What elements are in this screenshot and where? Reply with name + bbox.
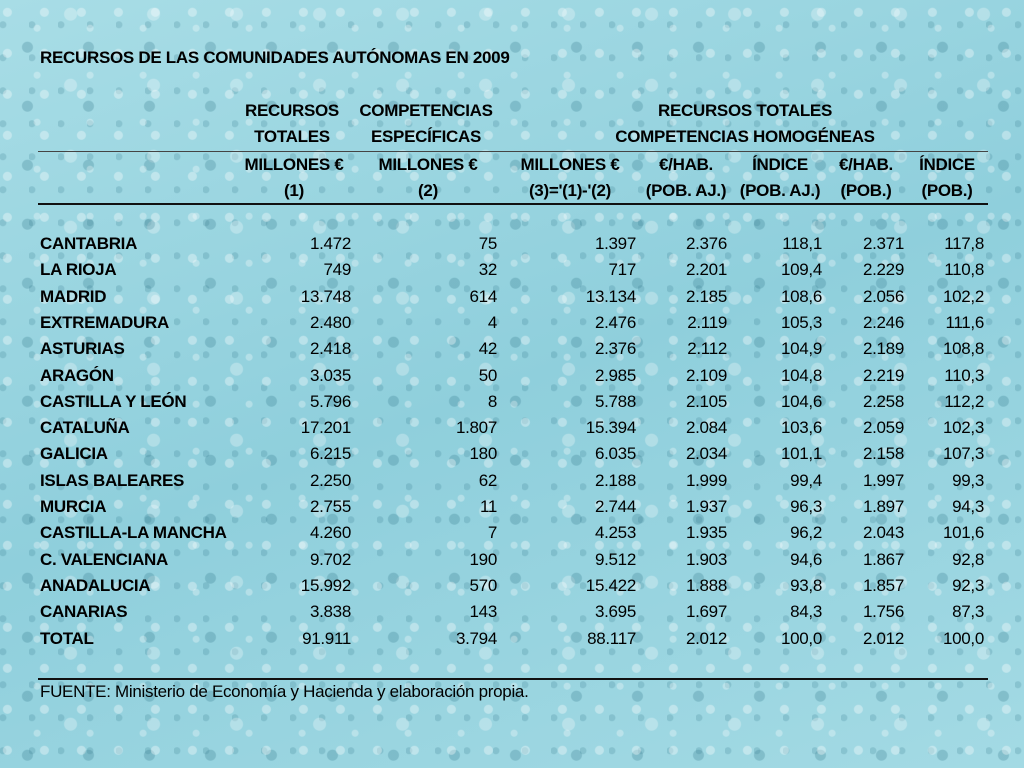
header-recursos-totales [232,98,352,150]
header-line: (1) [284,181,304,200]
cell-col-2: 1.807 [455,418,497,438]
cell-col-4: 1.697 [685,602,727,622]
cell-col-4: 2.119 [687,312,727,332]
subheader-col-4 [636,152,736,204]
cell-col-7: 107,3 [942,444,984,464]
header-line: TOTALES [254,127,330,146]
cell-col-3: 9.512 [594,549,636,569]
region-name: C. VALENCIANA [40,549,169,569]
region-name: ANADALUCIA [40,575,151,595]
cell-col-6: 2.012 [862,628,904,648]
cell-col-3: 2.476 [594,312,636,332]
header-line: COMPETENCIAS HOMOGÉNEAS [615,127,875,146]
region-name: CANARIAS [40,602,128,622]
cell-col-7: 110,3 [944,365,984,385]
cell-col-6: 2.056 [862,286,904,306]
cell-col-7: 94,3 [952,497,984,516]
source-note: FUENTE: Ministerio de Economía y Hacienda y elaboración propia. [40,682,529,701]
cell-col-5: 94,6 [790,549,822,569]
cell-col-5: 100,0 [780,628,822,648]
cell-col-6: 2.043 [862,523,904,543]
cell-col-4: 2.084 [685,418,727,438]
cell-col-4: 2.034 [685,444,727,464]
header-line: ÍNDICE [919,155,975,174]
cell-col-5: 105,3 [780,312,822,332]
cell-col-2: 42 [478,339,497,359]
cell-col-1: 2.480 [309,312,351,332]
header-line: €/HAB. [659,155,713,174]
cell-col-1: 3.035 [309,365,351,385]
cell-col-3: 15.394 [585,418,636,438]
subheader-col-6 [828,152,904,204]
cell-col-6: 1.756 [862,602,904,622]
cell-col-2: 614 [469,286,497,306]
cell-col-6: 2.229 [862,260,904,280]
cell-col-1: 91.911 [302,628,351,648]
cell-col-5: 99,4 [790,470,822,490]
cell-col-3: 5.788 [594,391,636,411]
cell-col-5: 109,4 [780,260,822,280]
region-name: EXTREMADURA [40,312,169,332]
subheader-col-2 [366,152,490,204]
header-line: MILLONES € [244,155,344,174]
cell-col-3: 1.397 [594,234,636,253]
cell-col-3: 2.985 [594,365,636,385]
subheader-col-7 [910,152,984,204]
cell-col-6: 1.867 [862,549,904,569]
cell-col-7: 102,3 [942,418,984,438]
cell-col-3: 3.695 [594,602,636,622]
cell-col-4: 2.109 [685,365,727,385]
cell-col-7: 100,0 [942,628,984,648]
header-recursos-homogeneas [560,98,930,150]
cell-col-4: 1.903 [685,549,727,569]
cell-col-4: 1.999 [685,470,727,490]
cell-col-4: 2.012 [685,628,727,648]
cell-col-7: 102,2 [942,286,984,306]
cell-col-6: 2.371 [862,234,904,253]
cell-col-2: 50 [478,365,497,385]
header-line: ÍNDICE [752,155,808,174]
cell-col-2: 32 [478,260,497,280]
cell-col-4: 1.937 [685,497,727,516]
region-name: CASTILLA Y LEÓN [40,391,187,411]
cell-col-3: 2.376 [594,339,636,359]
header-line: RECURSOS TOTALES [657,101,833,120]
cell-col-3: 2.188 [594,470,636,490]
cell-col-4: 2.201 [685,260,727,280]
cell-col-7: 108,8 [942,339,984,359]
header-line: €/HAB. [839,155,893,174]
cell-col-4: 2.112 [687,339,727,359]
cell-col-7: 110,8 [944,260,984,280]
cell-col-5: 108,6 [780,286,822,306]
table-bottom-rule [38,678,988,680]
header-line: (POB. AJ.) [645,181,727,200]
region-name: MURCIA [40,497,107,516]
cell-col-2: 7 [487,523,497,543]
cell-col-6: 2.059 [862,418,904,438]
cell-col-7: 92,8 [952,549,984,569]
region-name: MADRID [40,286,107,306]
cell-col-3: 13.134 [585,286,636,306]
cell-col-2: 75 [478,234,497,253]
header-line: MILLONES € [378,155,478,174]
cell-col-3: 4.253 [594,523,636,543]
header-line: (POB.) [921,181,973,200]
region-name: ASTURIAS [40,339,125,359]
header-line: (2) [418,181,438,200]
cell-col-6: 2.258 [862,391,904,411]
cell-col-2: 180 [469,444,497,464]
table-row [0,520,1024,546]
cell-col-1: 2.418 [309,339,351,359]
cell-col-4: 1.935 [685,523,727,543]
table-row [0,415,1024,441]
cell-col-1: 2.250 [309,470,351,490]
header-line: MILLONES € [520,155,620,174]
cell-col-6: 2.246 [862,312,904,332]
header-line: COMPETENCIAS [359,101,493,120]
table-row [0,310,1024,336]
cell-col-3: 88.117 [587,628,636,648]
cell-col-7: 99,3 [952,470,984,490]
cell-col-1: 15.992 [300,575,351,595]
cell-col-5: 101,1 [780,444,822,464]
cell-col-5: 93,8 [790,575,822,595]
cell-col-2: 190 [469,549,497,569]
table-row [0,441,1024,467]
cell-col-5: 104,9 [780,339,822,359]
header-line: (3)='(1)-'(2) [528,181,612,200]
cell-col-1: 3.838 [309,602,351,622]
table-row [0,389,1024,415]
cell-col-6: 1.897 [862,497,904,516]
cell-col-7: 101,6 [942,523,984,543]
cell-col-7: 92,3 [952,575,984,595]
cell-col-5: 96,2 [790,523,822,543]
region-name: ARAGÓN [40,365,114,385]
cell-col-5: 118,1 [782,234,822,253]
header-line: ESPECÍFICAS [370,127,482,146]
cell-col-3: 6.035 [594,444,636,464]
cell-col-4: 2.185 [685,286,727,306]
cell-col-1: 4.260 [309,523,351,543]
region-name: TOTAL [40,628,94,648]
table-row [0,494,1024,520]
header-competencias-especificas [356,98,496,150]
table-row [0,231,1024,257]
table-row [0,468,1024,494]
region-name: CANTABRIA [40,234,138,253]
cell-col-2: 62 [478,470,497,490]
cell-col-6: 2.158 [862,444,904,464]
cell-col-2: 570 [469,575,497,595]
region-name: CASTILLA-LA MANCHA [40,523,227,543]
cell-col-2: 8 [487,391,497,411]
cell-col-7: 117,8 [944,234,984,253]
cell-col-1: 9.702 [309,549,351,569]
header-bottom-rule [38,203,988,205]
cell-col-1: 17.201 [300,418,351,438]
cell-col-3: 2.744 [594,497,636,516]
cell-col-5: 104,8 [780,365,822,385]
header-line: (POB.) [840,181,892,200]
cell-col-2: 4 [487,312,497,332]
cell-col-6: 1.997 [862,470,904,490]
cell-col-1: 2.755 [309,497,351,516]
cell-col-6: 2.189 [862,339,904,359]
cell-col-2: 143 [469,602,497,622]
subheader-col-1 [232,152,356,204]
cell-col-5: 104,6 [780,391,822,411]
cell-col-5: 103,6 [780,418,822,438]
cell-col-4: 2.105 [685,391,727,411]
table-row [0,284,1024,310]
table-row [0,626,1024,652]
cell-col-1: 5.796 [309,391,351,411]
cell-col-2: 11 [479,497,497,516]
cell-col-1: 749 [323,260,351,280]
table-row [0,547,1024,573]
header-line: RECURSOS [245,101,339,120]
cell-col-4: 2.376 [685,234,727,253]
region-name: CATALUÑA [40,418,130,438]
cell-col-3: 15.422 [585,575,636,595]
table-row [0,363,1024,389]
cell-col-5: 84,3 [790,602,822,622]
table-row [0,257,1024,283]
cell-col-1: 6.215 [309,444,351,464]
cell-col-2: 3.794 [455,628,497,648]
cell-col-5: 96,3 [790,497,822,516]
cell-col-1: 13.748 [300,286,351,306]
cell-col-1: 1.472 [309,234,351,253]
cell-col-7: 111,6 [945,312,984,332]
cell-col-7: 87,3 [952,602,984,622]
cell-col-7: 112,2 [944,391,984,411]
subheader-col-3 [508,152,632,204]
page-title: RECURSOS DE LAS COMUNIDADES AUTÓNOMAS EN 2009 [40,48,510,67]
subheader-col-5 [736,152,824,204]
region-name: GALICIA [40,444,108,464]
header-line: (POB. AJ.) [739,181,821,200]
table-row [0,599,1024,625]
table-row [0,573,1024,599]
cell-col-6: 1.857 [862,575,904,595]
region-name: ISLAS BALEARES [40,470,185,490]
cell-col-6: 2.219 [862,365,904,385]
cell-col-4: 1.888 [685,575,727,595]
cell-col-3: 717 [608,260,636,280]
table-row [0,336,1024,362]
region-name: LA RIOJA [40,260,117,280]
